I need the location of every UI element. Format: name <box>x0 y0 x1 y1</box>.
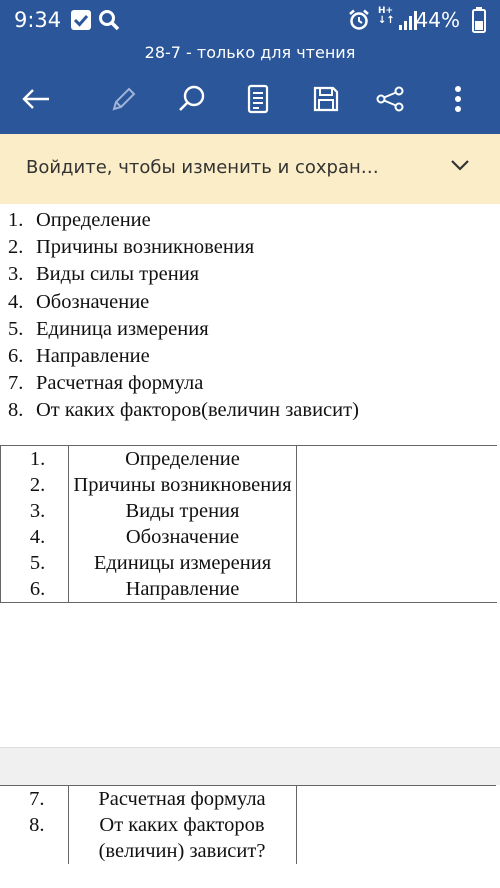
list-item-number: 4. <box>8 290 24 313</box>
check-notification-icon <box>70 9 92 36</box>
save-button[interactable] <box>306 81 346 121</box>
list-item-text: Единица измерения <box>36 317 209 340</box>
list-item <box>8 261 359 288</box>
signin-banner-text: Войдите, чтобы изменить и сохран… <box>26 157 379 178</box>
back-button[interactable] <box>16 81 56 121</box>
table-cell-text: Виды трения <box>69 498 297 524</box>
list-item <box>8 234 359 261</box>
more-vert-icon <box>454 85 462 118</box>
list-item <box>8 397 359 424</box>
list-item-number: 1. <box>8 209 24 231</box>
battery-percent: 44% <box>415 8 460 32</box>
more-options-button[interactable] <box>438 81 478 121</box>
page-break <box>0 747 500 785</box>
list-item <box>8 207 359 234</box>
table-cell-number: 8. <box>0 812 68 864</box>
table-cell-text: Определение <box>69 446 297 473</box>
list-item-number: 6. <box>8 344 24 367</box>
table-cell-text: Расчетная формула <box>68 786 296 813</box>
battery-icon <box>472 7 486 38</box>
list-item <box>8 316 359 343</box>
table-cell-empty <box>297 550 497 576</box>
table-cell-text: Направление <box>69 576 297 603</box>
table-cell-empty <box>296 786 496 813</box>
status-bar <box>0 0 500 40</box>
table-cell-number: 2. <box>1 472 69 498</box>
list-item-number: 8. <box>8 399 24 422</box>
list-item-text: Направление <box>36 344 150 367</box>
table-row <box>1 524 497 550</box>
share-icon <box>375 86 405 117</box>
table-cell-empty <box>297 576 497 603</box>
search-notification-icon <box>98 9 120 36</box>
list-item <box>8 343 359 370</box>
table-cell-text: Единицы измерения <box>69 550 297 576</box>
list-item-text: Обозначение <box>36 290 150 313</box>
table-cell-empty <box>297 446 497 473</box>
alarm-icon <box>348 9 370 36</box>
search-button[interactable] <box>172 81 212 121</box>
page-gap <box>0 667 500 747</box>
edit-button[interactable] <box>104 81 144 121</box>
reading-mode-icon <box>246 84 270 119</box>
table-cell-text: Обозначение <box>69 524 297 550</box>
table-cell-text: От каких факторов (величин) зависит? <box>68 812 296 864</box>
reading-mode-button[interactable] <box>238 81 278 121</box>
table-cell-empty <box>297 472 497 498</box>
status-time: 9:34 <box>14 8 62 32</box>
list-item-number: 5. <box>8 317 24 340</box>
numbered-list <box>8 207 359 425</box>
list-item-number: 2. <box>8 236 24 259</box>
app-toolbar <box>0 68 500 134</box>
table-cell-number: 1. <box>1 446 69 473</box>
pen-icon <box>110 85 138 118</box>
save-icon <box>312 85 340 118</box>
list-item-text: Определение <box>36 209 151 231</box>
table-cell-number: 7. <box>0 786 68 813</box>
list-item-text: Виды силы трения <box>36 263 200 286</box>
document-title: 28-7 - только для чтения <box>0 40 500 68</box>
table-row <box>1 472 497 498</box>
table-row <box>1 498 497 524</box>
table-row <box>1 446 497 473</box>
list-item-number: 7. <box>8 372 24 395</box>
table-cell-number: 3. <box>1 498 69 524</box>
table-cell-number: 4. <box>1 524 69 550</box>
chevron-down-icon[interactable] <box>450 158 470 177</box>
table-cell-empty <box>297 524 497 550</box>
table-row <box>1 550 497 576</box>
back-arrow-icon <box>21 88 51 115</box>
document-table-part1 <box>0 445 497 603</box>
table-cell-empty <box>297 498 497 524</box>
list-item <box>8 289 359 316</box>
share-button[interactable] <box>370 81 410 121</box>
table-row <box>0 786 496 813</box>
list-item-text: Причины возникновения <box>36 236 255 259</box>
table-cell-empty <box>296 812 496 864</box>
table-cell-text: Причины возникновения <box>69 472 297 498</box>
signin-banner[interactable] <box>0 134 500 204</box>
table-cell-number: 5. <box>1 550 69 576</box>
search-icon <box>177 84 207 119</box>
table-row <box>1 576 497 603</box>
list-item-text: От каких факторов(величин зависит) <box>36 399 359 422</box>
list-item-number: 3. <box>8 263 24 286</box>
table-cell-number: 6. <box>1 576 69 603</box>
list-item-text: Расчетная формула <box>36 372 204 395</box>
table-row <box>0 812 496 864</box>
network-type-icon: H+ ↓↑ <box>378 6 395 26</box>
document-table-part2 <box>0 785 496 864</box>
list-item <box>8 370 359 397</box>
